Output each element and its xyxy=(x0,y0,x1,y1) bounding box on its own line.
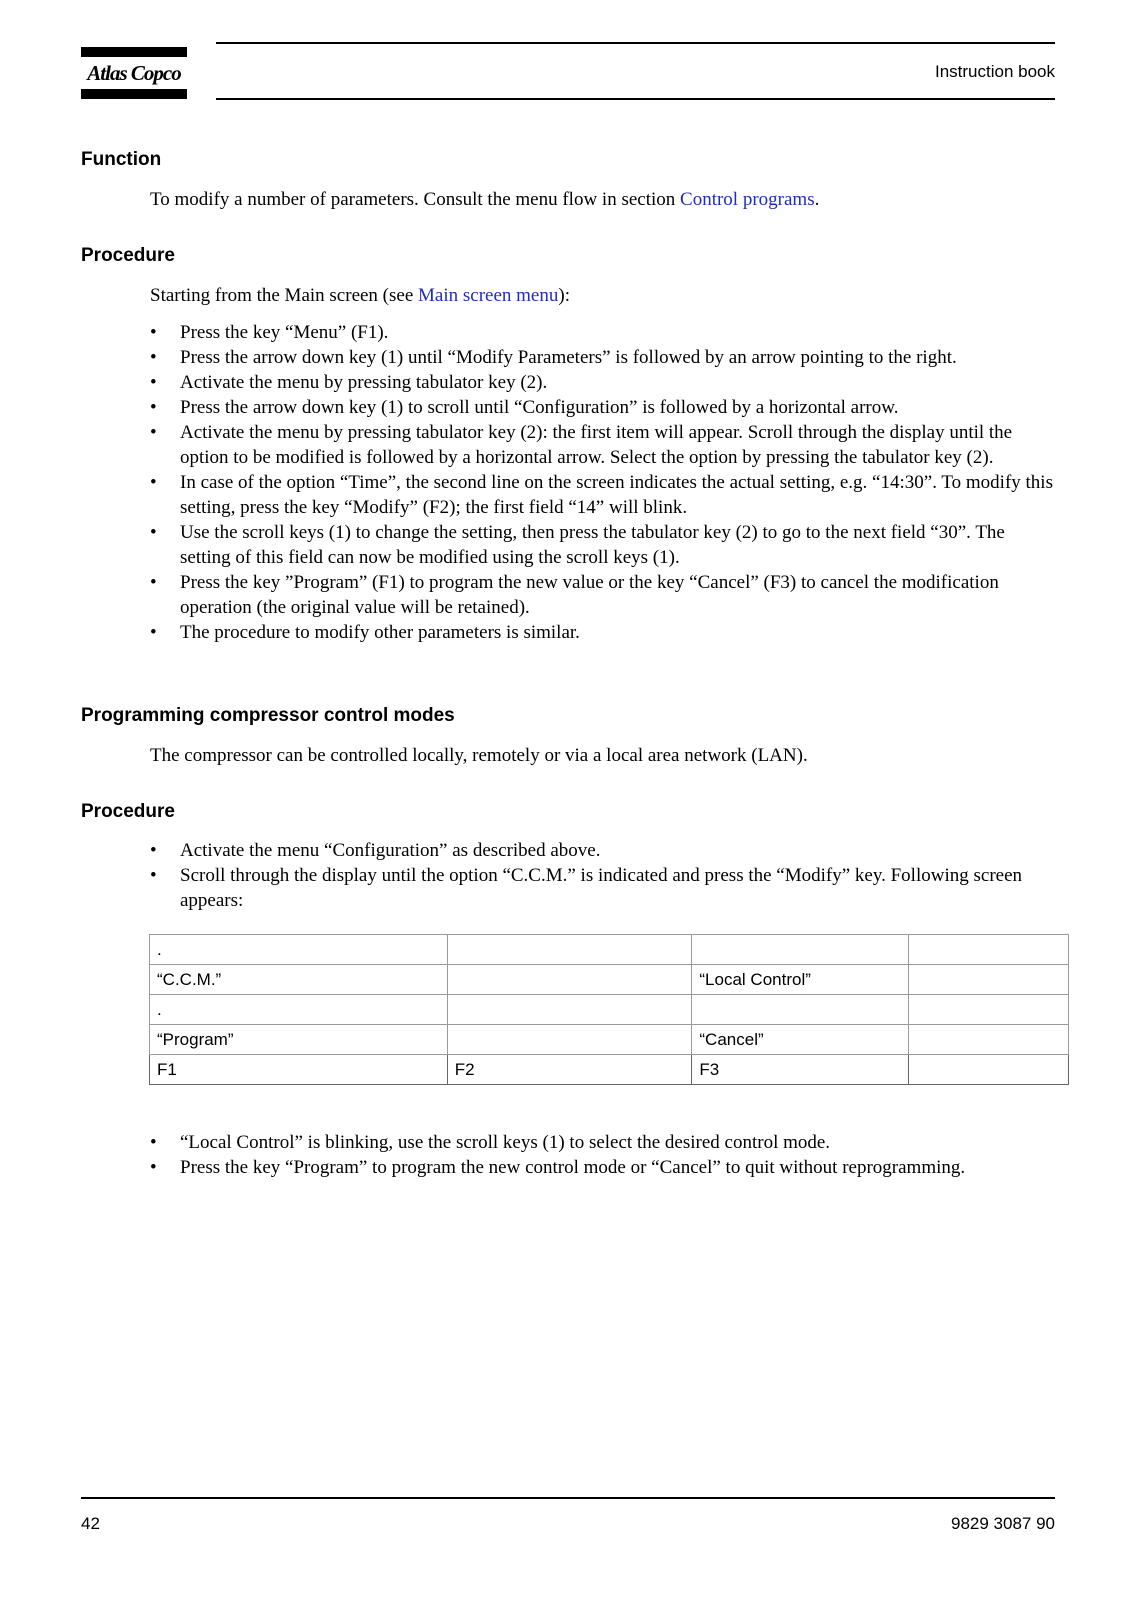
table-cell xyxy=(909,995,1069,1025)
header-rule-top xyxy=(216,42,1055,44)
atlas-copco-logo xyxy=(81,47,187,99)
table-row xyxy=(150,935,1069,965)
f2-key-label: F2 xyxy=(447,1055,692,1085)
control-modes-heading: Programming compressor control modes xyxy=(81,705,455,726)
list-item: • Press the arrow down key (1) until “Modify Parameters” is followed by an arrow pointing to the right. xyxy=(150,345,1055,370)
logo-bar-bottom xyxy=(81,89,187,99)
table-cell: . xyxy=(150,935,448,965)
list-item: • Use the scroll keys (1) to change the setting, then press the tabulator key (2) to go to the next field “30”. The setting of this field can now be modified using the scroll keys (1). xyxy=(150,520,1055,570)
table-cell xyxy=(909,1025,1069,1055)
function-heading: Function xyxy=(81,149,162,170)
procedure-2-steps xyxy=(150,838,1055,913)
list-item: • Press the key ”Program” (F1) to program the new value or the key “Cancel” (F3) to cancel the modification operation (the original value will be retained). xyxy=(150,570,1055,620)
list-item: • Scroll through the display until the option “C.C.M.” is indicated and press the “Modify” key. Following screen appears: xyxy=(150,863,1055,913)
list-item: • Activate the menu “Configuration” as described above. xyxy=(150,838,1055,863)
control-programs-link[interactable]: Control programs xyxy=(680,189,815,210)
list-item: • Activate the menu by pressing tabulator key (2): the first item will appear. Scroll through the display until the option to be modified is followed by a horizontal arrow. Select the option by pressing the tabulator key (2). xyxy=(150,420,1055,470)
header-title: Instruction book xyxy=(934,62,1055,81)
table-cell: . xyxy=(150,995,448,1025)
function-keys-row xyxy=(150,1055,1069,1085)
header-rule-bottom xyxy=(216,98,1055,100)
procedure-intro-end: ): xyxy=(558,285,570,306)
procedure-heading: Procedure xyxy=(81,245,175,266)
function-text-end: . xyxy=(814,189,820,210)
table-cell xyxy=(909,1055,1069,1085)
table-row xyxy=(150,1025,1069,1055)
list-item: • “Local Control” is blinking, use the scroll keys (1) to select the desired control mode. xyxy=(150,1130,1055,1155)
table-cell xyxy=(692,995,909,1025)
table-cell xyxy=(909,965,1069,995)
procedure-intro-start: Starting from the Main screen (see xyxy=(150,285,419,306)
footer-rule xyxy=(81,1497,1055,1499)
f3-key-label: F3 xyxy=(692,1055,909,1085)
procedure-2-after-steps xyxy=(150,1130,1055,1180)
list-item: • Press the key “Menu” (F1). xyxy=(150,320,1055,345)
logo-wordmark: Atlas Copco xyxy=(87,61,181,85)
procedure-steps xyxy=(150,320,1055,645)
table-cell xyxy=(447,935,692,965)
function-text xyxy=(150,187,1055,212)
table-cell xyxy=(447,1025,692,1055)
table-cell: “Local Control” xyxy=(692,965,909,995)
table-cell xyxy=(447,995,692,1025)
list-item: • In case of the option “Time”, the second line on the screen indicates the actual setting, e.g. “14:30”. To modify this setting, press the key “Modify” (F2); the first field “14” will blink. xyxy=(150,470,1055,520)
table-cell: “Cancel” xyxy=(692,1025,909,1055)
table-row xyxy=(150,965,1069,995)
table-cell xyxy=(909,935,1069,965)
document-number: 9829 3087 90 xyxy=(951,1514,1055,1533)
logo-bar-top xyxy=(81,47,187,57)
table-row xyxy=(150,995,1069,1025)
list-item: • Activate the menu by pressing tabulator key (2). xyxy=(150,370,1055,395)
f1-key-label: F1 xyxy=(150,1055,448,1085)
list-item: • Press the arrow down key (1) to scroll until “Configuration” is followed by a horizontal arrow. xyxy=(150,395,1055,420)
controller-screen-table xyxy=(149,934,1069,1085)
main-screen-menu-link[interactable]: Main screen menu xyxy=(418,285,559,306)
list-item: • Press the key “Program” to program the new control mode or “Cancel” to quit without reprogramming. xyxy=(150,1155,1055,1180)
procedure-intro xyxy=(150,283,1055,308)
table-cell xyxy=(692,935,909,965)
function-text-start: To modify a number of parameters. Consult the menu flow in section xyxy=(150,189,681,210)
control-modes-text: The compressor can be controlled locally, remotely or via a local area network (LAN). xyxy=(150,745,808,766)
table-cell: “Program” xyxy=(150,1025,448,1055)
table-cell: “C.C.M.” xyxy=(150,965,448,995)
list-item: • The procedure to modify other parameters is similar. xyxy=(150,620,1055,645)
table-cell xyxy=(447,965,692,995)
procedure-2-heading: Procedure xyxy=(81,801,175,822)
page-number: 42 xyxy=(81,1514,100,1533)
